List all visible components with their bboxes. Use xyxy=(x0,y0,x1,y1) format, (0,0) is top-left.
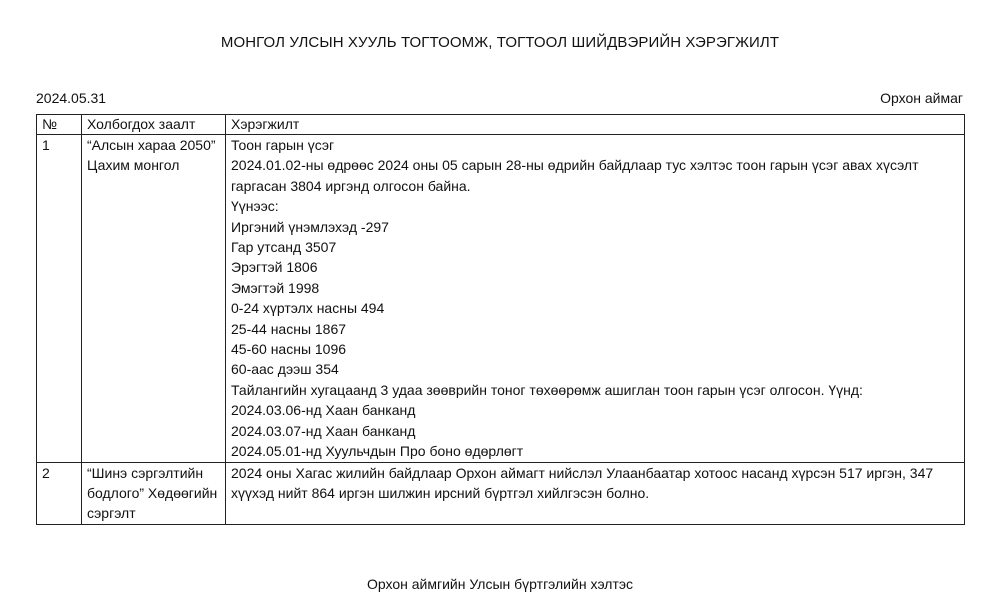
row-implementation xyxy=(226,135,965,463)
header-reference: Холбогдох заалт xyxy=(82,115,226,135)
row-reference: “Алсын хараа 2050” Цахим монгол xyxy=(82,135,226,463)
impl-line: Тоон гарын үсэг xyxy=(231,137,335,153)
footer-organization: Орхон аймгийн Улсын бүртгэлийн хэлтэс xyxy=(366,576,634,592)
table-header-row xyxy=(37,115,965,135)
header-implementation: Хэрэгжилт xyxy=(226,115,965,135)
table-row xyxy=(37,462,965,524)
implementation-table xyxy=(36,114,965,525)
impl-line: 2024.01.02-ны өдрөөс 2024 оны 05 сарын 28-ны өдрийн байдлаар тус хэлтэс тоон гарын үсэг авах хүсэлт гаргасан 3804 иргэнд олгосон байна. xyxy=(231,157,919,194)
impl-line: 2024.05.01-нд Хуульчдын Про боно өдөрлөгт xyxy=(231,443,524,460)
impl-line: Эмэгтэй 1998 xyxy=(231,279,320,296)
region-name: Орхон аймаг xyxy=(880,90,963,106)
impl-line: 2024 оны Хагас жилийн байдлаар Орхон аймагт нийслэл Улаанбаатар хотоос насанд хүрсэн 517 иргэн, 347 хүүхэд нийт 864 иргэн шилжин ирсний бүртгэл хийлгэсэн болно. xyxy=(231,464,934,501)
impl-line: Иргэний үнэмлэхэд -297 xyxy=(231,218,389,235)
impl-line: 2024.03.07-нд Хаан банканд xyxy=(231,422,416,439)
header-number: № xyxy=(37,115,82,135)
row-number: 1 xyxy=(37,135,82,463)
table-row xyxy=(37,135,965,463)
impl-line: 45-60 насны 1096 xyxy=(231,341,347,358)
impl-line: Тайлангийн хугацаанд 3 удаа зөөврийн тоног төхөөрөмж ашиглан тоон гарын үсэг олгосон. Үүнд: xyxy=(231,381,863,398)
document-title: МОНГОЛ УЛСЫН ХУУЛЬ ТОГТООМЖ, ТОГТООЛ ШИЙДВЭРИЙН ХЭРЭГЖИЛТ xyxy=(220,34,780,51)
row-reference: “Шинэ сэргэлтийн бодлого” Хөдөөгийн сэргэлт xyxy=(82,462,226,524)
impl-line: Үүнээс: xyxy=(231,198,279,215)
impl-line: 2024.03.06-нд Хаан банканд xyxy=(231,402,416,419)
impl-line: 25-44 насны 1867 xyxy=(231,320,347,337)
impl-line: Эрэгтэй 1806 xyxy=(231,259,318,276)
impl-line: 60-аас дээш 354 xyxy=(231,361,339,378)
report-date: 2024.05.31 xyxy=(36,90,107,106)
impl-line: 0-24 хүртэлх насны 494 xyxy=(231,300,385,317)
row-number: 2 xyxy=(37,462,82,524)
impl-line: Гар утсанд 3507 xyxy=(231,239,337,256)
row-implementation xyxy=(226,462,965,524)
